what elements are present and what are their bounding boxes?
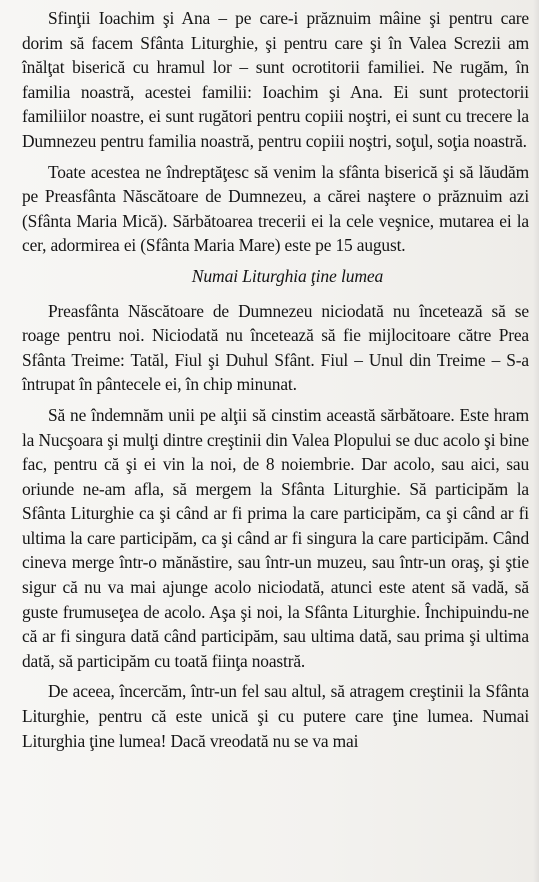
section-heading: Numai Liturghia ţine lumea	[191, 265, 384, 286]
paragraph-1: Sfinţii Ioachim şi Ana – pe care-i prăznuim mâine şi pentru care dorim să facem Sfânta Liturghie, şi pentru care şi în Valea Screzii am înălţat biserică cu hramul lor – sunt ocrotitorii familiei. Ne rugăm, în familia noastră, acestei familii: Ioachim şi Ana. Ei sunt protectorii familiilor noastre, ei sunt rugători pentru copiii noştri, ei sunt cu trecere la Dumnezeu pentru familia noastră, pentru copiii noştri, soţul, soţia noastră.	[22, 8, 529, 151]
paragraph-4: Să ne îndemnăm unii pe alţii să cinstim această sărbătoare. Este hram la Nucşoara şi mulţi dintre creştinii din Valea Plopului se duc acolo şi bine fac, pentru că şi ei vin la noi, de 8 noiembrie. Dar acolo, sau aici, sau oriunde ne-am afla, să mergem la Sfânta Liturghie. Să participăm la Sfânta Liturghie ca şi când ar fi prima la care participăm, ca şi când ar fi ultima la care participăm, ca şi când ar fi singura la care participăm. Când cineva merge într-o mănăstire, sau într-un muzeu, sau într-un oraş, şi ştie sigur că nu va mai ajunge acolo niciodată, atunci este atent să vadă, să guste frumuseţea de acolo. Aşa şi noi, la Sfânta Liturghie. Închipuindu-ne că ar fi singura dată când participăm, sau ultima dată, sau prima şi ultima dată, să participăm cu toată fiinţa noastră.	[22, 404, 529, 671]
paragraph-3: Preasfânta Născătoare de Dumnezeu niciodată nu încetează să se roage pentru noi. Niciodată nu încetează să fie mijlocitoare către Prea Sfânta Treime: Tatăl, Fiul şi Duhul Sfânt. Fiul – Unul din Treime – S-a întrupat în pântecele ei, în chip minunat.	[22, 300, 529, 395]
paragraph-2: Toate acestea ne îndreptăţesc să venim la sfânta biserică şi să lăudăm pe Preasfânta Născătoare de Dumnezeu, a cărei naştere o prăznuim azi (Sfânta Maria Mică). Sărbătoarea trecerii ei la cele veşnice, mutarea ei la cer, adormirea ei (Sfânta Maria Mare) este pe 15 august.	[22, 161, 529, 256]
paragraph-5: De aceea, încercăm, într-un fel sau altul, să atragem creştinii la Sfânta Liturghie, pentru că este unică şi cu putere care ţine lumea. Numai Liturghia ţine lumea! Dacă vreodată nu se va mai	[22, 681, 529, 751]
page-edge-shadow	[533, 0, 539, 882]
